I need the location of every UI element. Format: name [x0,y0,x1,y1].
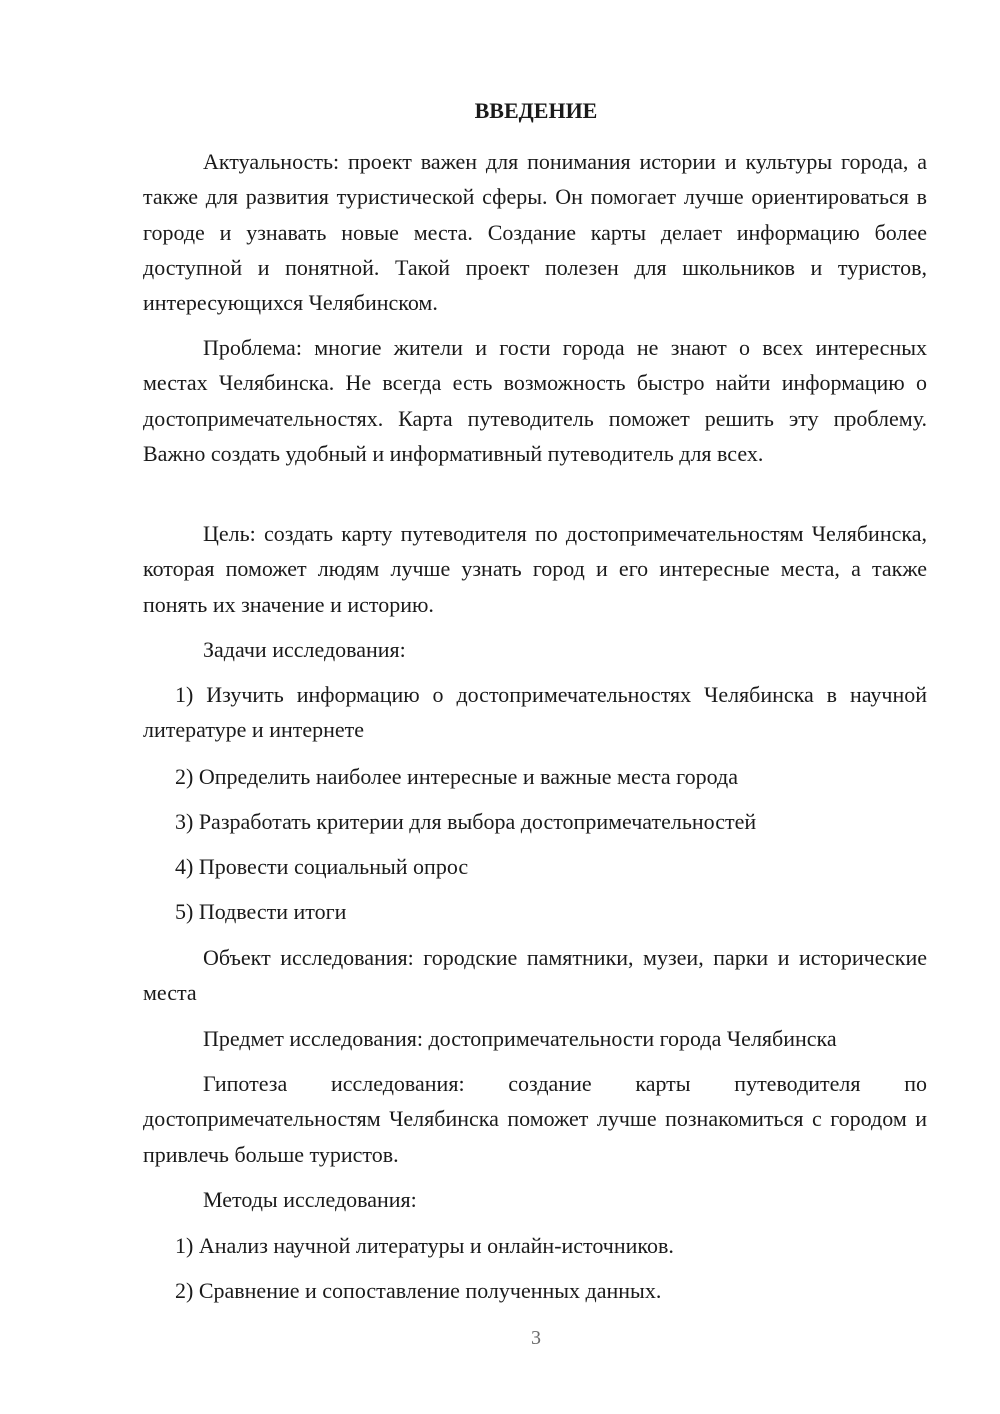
goal-paragraph [143,516,927,622]
problem-paragraph [143,330,927,471]
task-item: 1) Изучить информацию о достопримечательностях Челябинска в научной литературе и интернете [143,682,927,743]
problem-text: Проблема: многие жители и гости города не знают о всех интересных местах Челябинска. Не всегда есть возможность быстро найти информацию о достопримечательностях. Карта путеводитель поможет решить эту проблему. Важно создать удобный и информативный путеводитель для всех. [143,335,927,466]
task-item: 5) Подвести итоги [175,899,347,924]
task-item: 2) Определить наиболее интересные и важные места города [175,764,738,789]
hypothesis-paragraph [143,1066,927,1172]
task-item-1-block [143,677,927,748]
method-item-1-block [143,1228,927,1263]
tasks-heading: Задачи исследования: [203,637,406,662]
method-item: 1) Анализ научной литературы и онлайн-источников. [175,1233,674,1258]
object-text: Объект исследования: городские памятники, музеи, парки и исторические места [143,945,927,1006]
method-item: 2) Сравнение и сопоставление полученных данных. [175,1278,662,1303]
goal-text: Цель: создать карту путеводителя по достопримечательностям Челябинска, которая поможет людям лучше узнать город и его интересные места, а также понять их значение и историю. [143,521,927,617]
task-item: 3) Разработать критерии для выбора достопримечательностей [175,809,757,834]
relevance-text: Актуальность: проект важен для понимания истории и культуры города, а также для развития туристической сферы. Он помогает лучше ориентироваться в городе и узнавать новые места. Создание карты делает информацию более доступной и понятной. Такой проект полезен для школьников и туристов, интересующихся Челябинском. [143,149,927,316]
task-item-4-block [143,849,927,884]
task-item-5-block [143,894,927,929]
hypothesis-text: Гипотеза исследования: создание карты путеводителя по достопримечательностям Челябинска поможет лучше познакомиться с городом и привлечь больше туристов. [143,1071,927,1167]
section-heading: ВВЕДЕНИЕ [474,98,598,123]
methods-heading: Методы исследования: [203,1187,417,1212]
task-item: 4) Провести социальный опрос [175,854,469,879]
subject-text: Предмет исследования: достопримечательности города Челябинска [203,1026,837,1051]
task-item-3-block [143,804,927,839]
methods-heading-block [143,1182,927,1217]
relevance-paragraph [143,144,927,320]
page-number: 3 [531,1327,541,1349]
tasks-heading-block [143,632,927,667]
task-item-2-block [143,759,927,794]
object-paragraph [143,940,927,1011]
method-item-2-block [143,1273,927,1308]
subject-paragraph [143,1021,927,1056]
